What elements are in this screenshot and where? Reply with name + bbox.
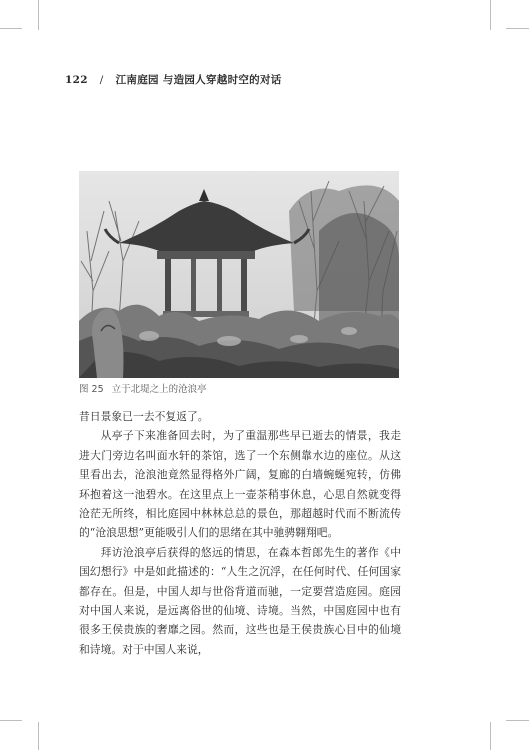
crop-mark <box>38 722 39 750</box>
crop-mark <box>0 720 22 721</box>
paragraph: 从亭子下来准备回去时，为了重温那些早已逝去的情景，我走进大门旁边名叫面水轩的茶馆，选了一个东侧靠水边的座位。从这里看出去，沧浪池竟然显得格外广阔，复廊的白墙蜿蜒宛转，仿佛环抱着这一池碧水。在这里点上一壶茶稍事休息，心思自然就变得沧茫无所终，相比庭园中林林总总的景色，那超越时代而不断流传的“沧浪思想”更能吸引人们的思绪在其中驰骋翱翔吧。 <box>79 429 401 540</box>
book-title: 江南庭园 与造园人穿越时空的对话 <box>115 74 282 86</box>
figure-label: 图 25 <box>79 384 104 395</box>
figure-caption-text: 立于北堤之上的沧浪亭 <box>111 384 207 395</box>
paragraph: 昔日景象已一去不复返了。 <box>79 410 209 423</box>
running-header <box>65 72 282 87</box>
paragraph: 拜访沧浪亭后获得的悠远的情思，在森本哲郎先生的著作《中国幻想行》中是如此描述的：“人生之沉浮，在任何时代、任何国家都存在。但是，中国人却与世俗背道而驰，一定要营造庭园。庭园对中国人来说，是远离俗世的仙境、诗境。当然，中国庭园中也有很多王侯贵族的奢靡之园。然而，这些也是王侯贵族心目中的仙境和诗境。对于中国人来说， <box>79 545 401 656</box>
figure-caption <box>79 381 207 395</box>
crop-mark <box>38 0 39 30</box>
crop-mark <box>490 722 491 750</box>
crop-mark <box>506 720 529 721</box>
page-number: 122 <box>65 74 88 86</box>
header-separator: / <box>99 74 104 86</box>
crop-mark <box>0 28 22 29</box>
pavilion-photo <box>79 171 399 378</box>
body-text <box>79 407 401 659</box>
crop-mark <box>506 28 529 29</box>
crop-mark <box>490 0 491 30</box>
